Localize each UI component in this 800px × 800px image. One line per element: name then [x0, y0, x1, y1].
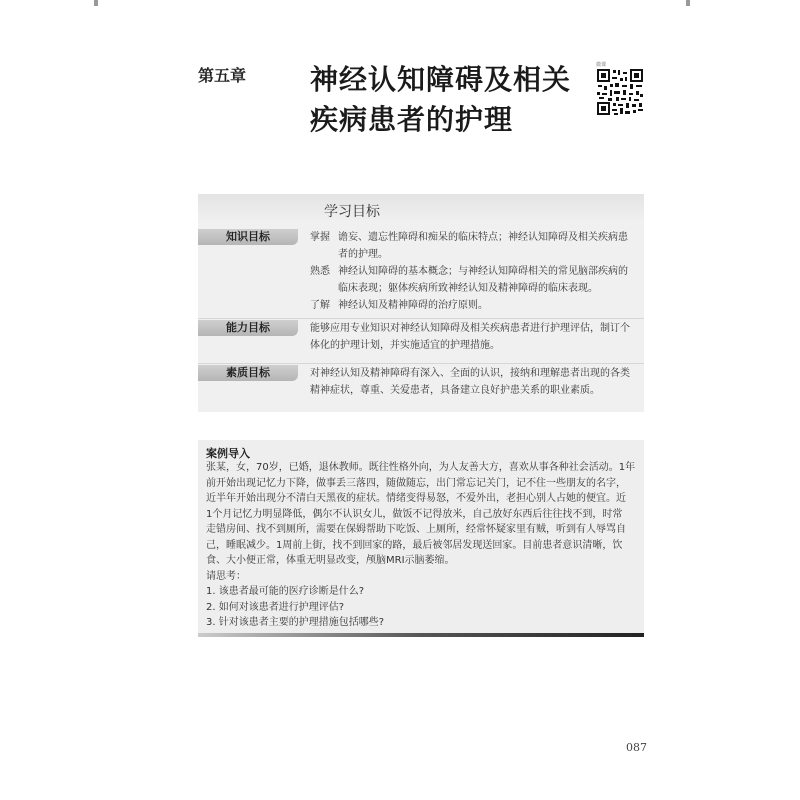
case-text-line: 食、大小便正常，体重无明显改变，颅脑MRI示脑萎缩。 [206, 555, 455, 566]
chapter-title-line: 神经认知障碍及相关 [310, 63, 572, 96]
qr-code-icon[interactable] [596, 68, 644, 116]
goal-item-text: 神经认知及精神障碍的治疗原则。 [338, 300, 488, 311]
quality-goals-text [310, 365, 640, 399]
divider [198, 363, 644, 364]
goal-text-line: 体化的护理计划，并实施适宜的护理措施。 [310, 340, 500, 351]
ability-goals-text [310, 320, 640, 354]
divider [198, 318, 644, 319]
case-intro-box [198, 440, 644, 636]
goal-item [310, 297, 640, 314]
chapter-label: 第五章 [198, 66, 247, 85]
ability-goals-label: 能力目标 [198, 320, 298, 336]
goal-text-line: 能够应用专业知识对神经认知障碍及相关疾病患者进行护理评估，制订个 [310, 323, 630, 334]
learning-goals-header [198, 194, 644, 222]
case-text-line: 张某，女，70岁，已婚，退休教师。既往性格外向，为人友善大方，喜欢从事各种社会活动。1年 [206, 462, 636, 473]
qr-caption: 微课 [596, 62, 607, 68]
learning-goals-title: 学习目标 [324, 204, 380, 220]
question-item: 3. 针对该患者主要的护理措施包括哪些? [206, 617, 385, 628]
goal-item [310, 229, 640, 246]
goal-item-text: 谵妄、遗忘性障碍和痴呆的临床特点；神经认知障碍及相关疾病患 [338, 232, 628, 243]
case-text-line: 前开始出现记忆力下降，做事丢三落四，随做随忘，出门常忘记关门，记不住一些朋友的名字， [206, 477, 626, 489]
goal-keyword: 熟悉 [310, 266, 330, 277]
goal-item-continuation: 临床表现；躯体疾病所致神经认知及精神障碍的临床表现。 [338, 283, 598, 294]
goal-keyword: 了解 [310, 300, 330, 311]
goal-item-continuation: 者的护理。 [338, 249, 388, 260]
case-text-line: 走错房间、找不到厕所，需要在保姆帮助下吃饭、上厕所，经常怀疑家里有贼，听到有人辱骂自 [206, 524, 626, 535]
chapter-title-line: 疾病患者的护理 [310, 103, 514, 136]
page-number: 087 [626, 741, 647, 754]
goal-item-text: 神经认知障碍的基本概念；与神经认知障碍相关的常见脑部疾病的 [338, 266, 628, 277]
question-item: 1. 该患者最可能的医疗诊断是什么? [206, 586, 365, 597]
case-intro-title: 案例导入 [206, 447, 250, 460]
knowledge-goals-text [310, 229, 640, 314]
case-text-line: 己，睡眠减少。1周前上街，找不到回家的路，最后被邻居发现送回家。目前患者意识清晰，饮 [206, 539, 623, 551]
goal-text-line: 对神经认知及精神障碍有深入、全面的认识，接纳和理解患者出现的各类 [310, 368, 630, 379]
question-item: 2. 如何对该患者进行护理评估? [206, 601, 345, 613]
case-text-line: 1个月记忆力明显降低，偶尔不认识女儿，做饭不记得放米，自己放好东西后往往找不到，时常 [206, 508, 623, 520]
knowledge-goals-label: 知识目标 [198, 229, 298, 245]
case-text-line: 近半年开始出现分不清白天黑夜的症状。情绪变得易怒，不爱外出，老担心别人占她的便宜。近 [206, 493, 626, 504]
goal-item [310, 263, 640, 280]
crop-mark [94, 0, 98, 6]
chapter-title [310, 60, 580, 140]
crop-mark [686, 0, 690, 6]
case-box-bottom-bar [198, 633, 644, 637]
case-intro-body [206, 460, 638, 631]
goal-keyword: 掌握 [310, 232, 330, 243]
quality-goals-label: 素质目标 [198, 365, 298, 381]
question-title: 请思考： [206, 570, 246, 582]
goal-text-line: 精神症状，尊重、关爱患者，具备建立良好护患关系的职业素质。 [310, 385, 600, 396]
learning-goals-box [198, 194, 644, 412]
